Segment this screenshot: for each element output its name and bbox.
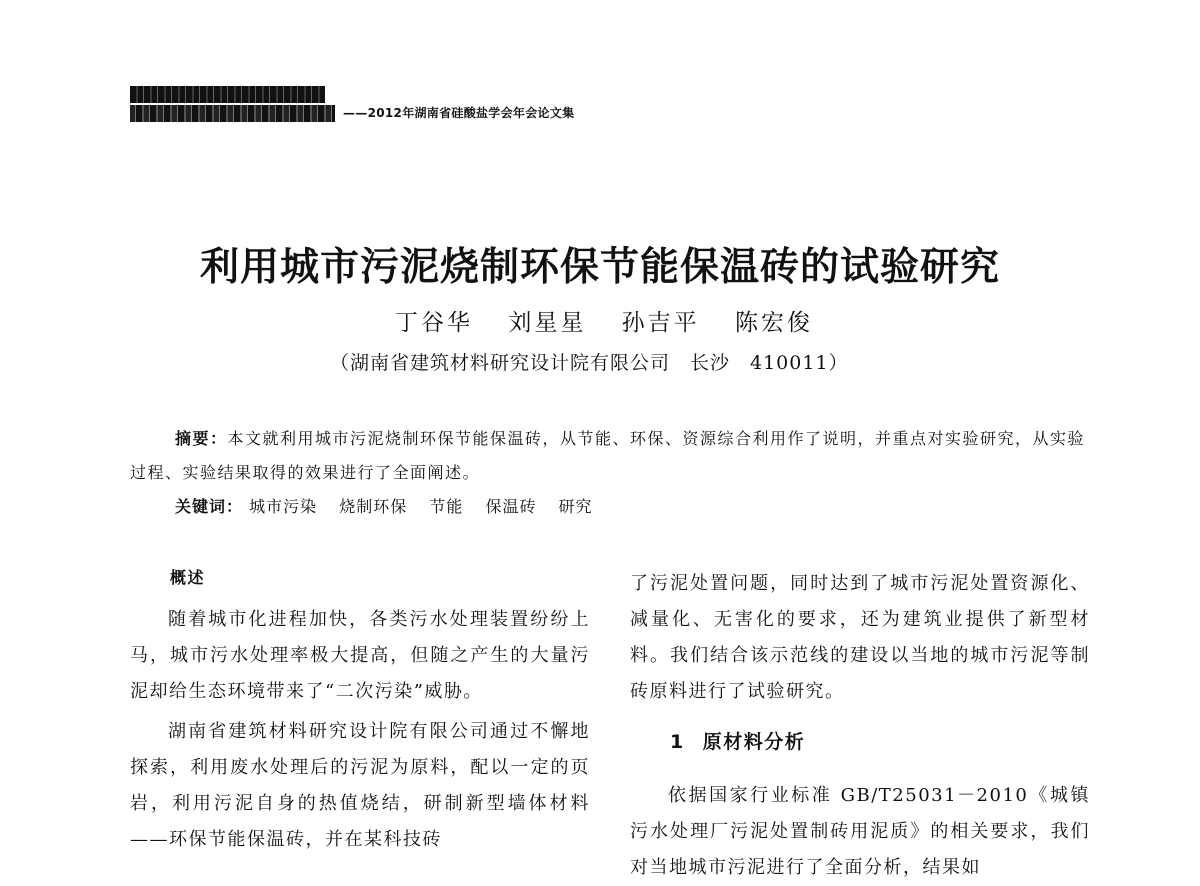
author-name: 孙吉平 [621,310,700,336]
keyword: 城市污染 [249,497,318,516]
author-name: 刘星星 [508,310,587,336]
section-heading [670,718,1090,766]
body-paragraph: 了污泥处置问题，同时达到了城市污泥处置资源化、减量化、无害化的要求，还为建筑业提供了新型材料。我们结合该示范线的建设以当地的城市污泥等制砖原料进行了试验研究。 [630,573,1090,702]
journal-logo [130,84,335,124]
right-column [630,566,1090,886]
left-column [130,566,590,858]
body-paragraph: 湖南省建筑材料研究设计院有限公司通过不懈地探索，利用废水处理后的污泥为原料，配以一定的页岩，利用污泥自身的热值烧结，研制新型墙体材料——环保节能保温砖，并在某科技砖 [130,721,590,850]
section-number: 1 [670,731,685,753]
abstract-text: 本文就利用城市污泥烧制环保节能保温砖，从节能、环保、资源综合利用作了说明，并重点对实验研究，从实验过程、实验结果取得的效果进行了全面阐述。 [130,429,1086,482]
abstract [130,422,1095,490]
author-name: 丁谷华 [395,310,473,336]
affiliation: （湖南省建筑材料研究设计院有限公司 长沙 410011） [330,352,849,374]
keywords-label: 关键词： [175,497,244,516]
body-paragraph: 依据国家行业标准 GB/T25031－2010《城镇污水处理厂污泥处置制砖用泥质》的相关要求，我们对当地城市污泥进行了全面分析，结果如 [630,785,1090,878]
author-name: 陈宏俊 [734,310,813,336]
author-list [395,304,841,337]
overview-heading: 概述 [170,568,206,587]
keyword: 节能 [429,497,464,516]
keyword: 保温砖 [485,497,537,516]
keyword: 烧制环保 [339,497,408,516]
keyword: 研究 [558,497,593,516]
abstract-label: 摘要： [175,429,228,448]
body-paragraph: 随着城市化进程加快，各类污水处理装置纷纷上马，城市污水处理率极大提高，但随之产生的大量污泥却给生态环境带来了“二次污染”威胁。 [130,609,590,702]
paper-title: 利用城市污泥烧制环保节能保温砖的试验研究 [199,244,1000,290]
keywords [175,494,609,517]
collection-name: ——2012年湖南省硅酸盐学会年会论文集 [343,106,575,120]
section-title: 原材料分析 [702,731,806,753]
